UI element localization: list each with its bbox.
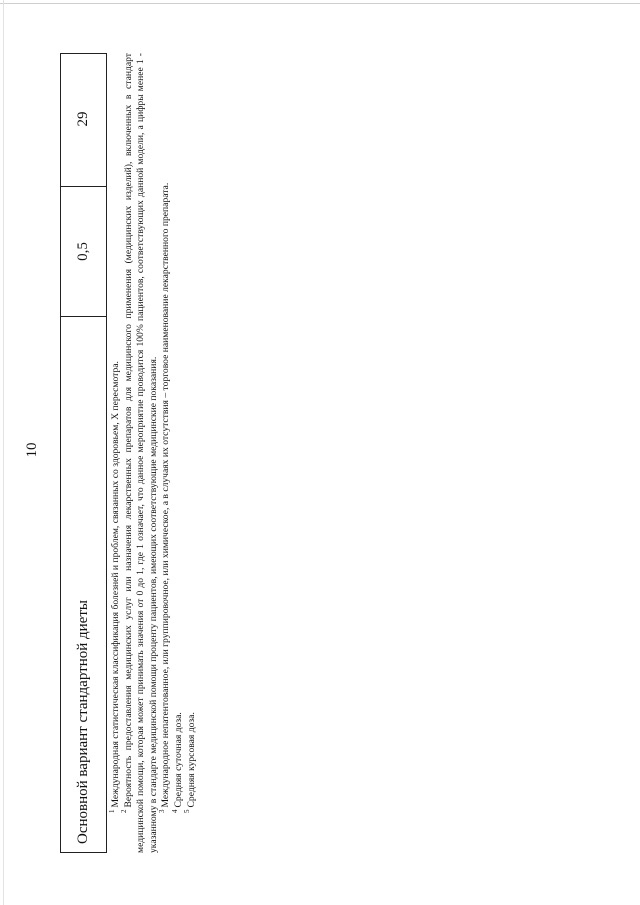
footnote-mark: 2 (120, 809, 129, 813)
diet-table (60, 53, 107, 853)
page-number: 10 (24, 442, 40, 458)
footnote-2 (120, 53, 161, 853)
quantity-cell: 29 (61, 52, 106, 187)
footnote-text: Средняя суточная доза. (172, 712, 184, 808)
footnotes (107, 53, 198, 853)
diet-name-cell: Основной вариант стандартной диеты (75, 600, 91, 844)
footnote-mark: 4 (170, 809, 179, 813)
footnote-text: Вероятность предоставления медицинских услуг или назначения лекарственных препаратов для медицинского применения (медицинских изделий), включенных в стандарт медицинской помощи, которая может принимать значения от 0 до 1, где 1 означает, что данное мероприятие проводится 100% пациентов, соответствующих данной модели, а цифры менее 1 - указанному в стандарте медицинской помощи проценту пациентов, имеющих соответствующие медицинские показания. (122, 53, 159, 853)
footnote-5 (183, 53, 199, 853)
footnote-mark: 3 (158, 809, 167, 813)
footnote-3 (160, 53, 173, 853)
footnote-mark: 5 (183, 809, 192, 813)
provision-frequency-cell: 0,5 (61, 187, 106, 317)
footnote-1 (107, 53, 123, 853)
footnote-text: Международное непатентованное, или группировочное, или химическое, а в случаях их отсутствия – торговое наименование лекарственного препарата. (160, 182, 172, 808)
footnote-text: Средняя курсовая доза. (185, 712, 197, 808)
footnote-text: Международная статистическая классификация болезней и проблем, связанных со здоровьем, X пересмотра. (110, 361, 121, 808)
footnote-4 (170, 53, 186, 853)
footnote-mark: 1 (107, 809, 116, 813)
